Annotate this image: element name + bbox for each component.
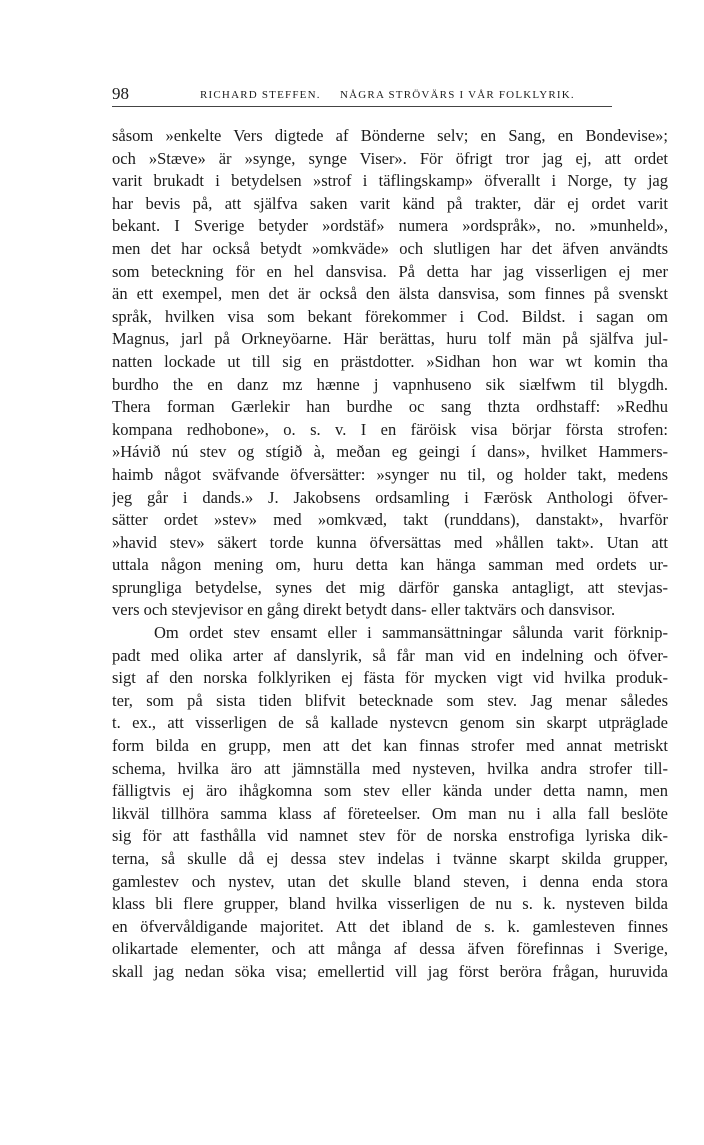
text-line: Magnus, jarl på Orkneyöarne. Här berättas, huru tolf män på själfva jul- [112,329,668,349]
text-line: Thera forman Gærlekir han burdhe oc sang thzta ordhstaff: »Redhu [112,397,668,417]
text-line: ter, som på sista tiden blifvit betecknade som stev. Jag menar således [112,690,668,710]
running-head [112,84,612,107]
text-line: padt med olika arter af danslyrik, så får man vid en indelning och öfver- [112,645,668,665]
page-number: 98 [112,84,129,103]
text-line: »Hávið nú stev og stígið à, meðan eg geingi í dans», hvilket Hammers- [112,442,668,462]
text-line: sigt af den norska folklyriken ej fästa för mycken vigt vid hvilka produk- [112,668,668,688]
text-line: likväl tillhöra samma klass af företeelser. Om man nu i alla fall beslöte [112,803,668,823]
text-line: som beteckning för en hel dansvisa. På detta har jag visserligen ej mer [112,261,668,281]
text-line: natten lockade ut till sig en prästdotter. »Sidhan hon war wt komin tha [112,351,668,371]
body-text [112,125,668,984]
text-line: »havid stev» säkert torde kunna öfversättas med »hållen takt». Utan att [112,532,668,552]
text-line: såsom »enkelte Vers digtede af Bönderne selv; en Sang, en Bondevise»; [112,126,668,145]
text-line: schema, hvilka äro att jämnställa med nysteven, hvilka andra strofer till- [112,758,668,778]
text-line: än ett exempel, men det är också den älsta dansvisa, som finnes på svenskt [112,284,668,304]
text-line: varit brukadt i betydelsen »strof i täflingskamp» öfverallt i Norge, ty jag [112,171,668,191]
text-line: men det har också betydt »omkväde» och slutligen har det äfven användts [112,238,668,258]
text-line: har bevis på, att själfva saken varit känd på trakter, där ej ordet varit [112,193,668,213]
text-line: gamlestev och nystev, utan det skulle bland steven, i denna enda stora [112,871,668,891]
text-line: och »Stæve» är »synge, synge Viser». För öfrigt tror jag ej, att ordet [112,148,668,168]
text-line: en öfvervåldigande majoritet. Att det ibland de s. k. gamlesteven finnes [112,916,668,936]
text-line: terna, så skulle då ej dessa stev indelas i tvänne skarpt skilda grupper, [112,849,668,868]
text-line: språk, hvilken visa som bekant förekommer i Cod. Bildst. i sagan om [112,306,668,326]
text-line: olikartade elementer, och att många af dessa äfven förefinnas i Sverige, [112,939,668,959]
text-line: haimb något sväfvande öfversätter: »synger nu til, og holder takt, medens [112,464,668,484]
text-line: kompana redhobone», o. s. v. I en färöisk visa börjar första strofen: [112,419,668,439]
text-line: burdho the en danz mz hænne j vapnhuseno sik siælfwm til blygdh. [112,374,668,394]
text-line: vers och stevjevisor en gång direkt betydt dans- eller taktvärs och dansvisor. [112,600,616,620]
text-line: klass bli flere grupper, bland hvilka visserligen de nu s. k. nysteven bilda [112,894,668,914]
text-line: sig för att fasthålla vid namnet stev för de norska enstrofiga lyriska dik- [112,826,668,846]
text-line: fälligtvis ej äro ihågkomna som stev eller kända under detta namn, men [112,781,668,801]
text-line: t. ex., att visserligen de så kallade nystevcn genom sin skarpt utpräglade [112,713,668,733]
text-line: skall jag nedan söka visa; emellertid vill jag först beröra frågan, huruvida [112,961,668,981]
running-head-author: RICHARD STEFFEN. [200,89,321,101]
running-head-title: NÅGRA STRÖVÄRS I VÅR FOLKLYRIK. [340,89,575,101]
text-line: uttala någon mening om, huru detta kan hänga samman med ordets ur- [112,555,668,575]
text-line: sätter ordet »stev» med »omkvæd, takt (runddans), danstakt», hvarför [112,510,668,530]
text-line: Om ordet stev ensamt eller i sammansättningar sålunda varit förknip- [154,623,668,643]
text-line: jeg går i dands.» J. Jakobsens ordsamling i Færösk Anthologi öfver- [112,487,668,507]
text-line: form bilda en grupp, men att det kan finnas strofer med annat metriskt [112,736,668,756]
text-line: sprungliga betydelse, synes det mig därför ganska antagligt, att stevjas- [112,577,668,597]
text-line: bekant. I Sverige betyder »ordstäf» numera »ordspråk», no. »munheld», [112,216,668,236]
